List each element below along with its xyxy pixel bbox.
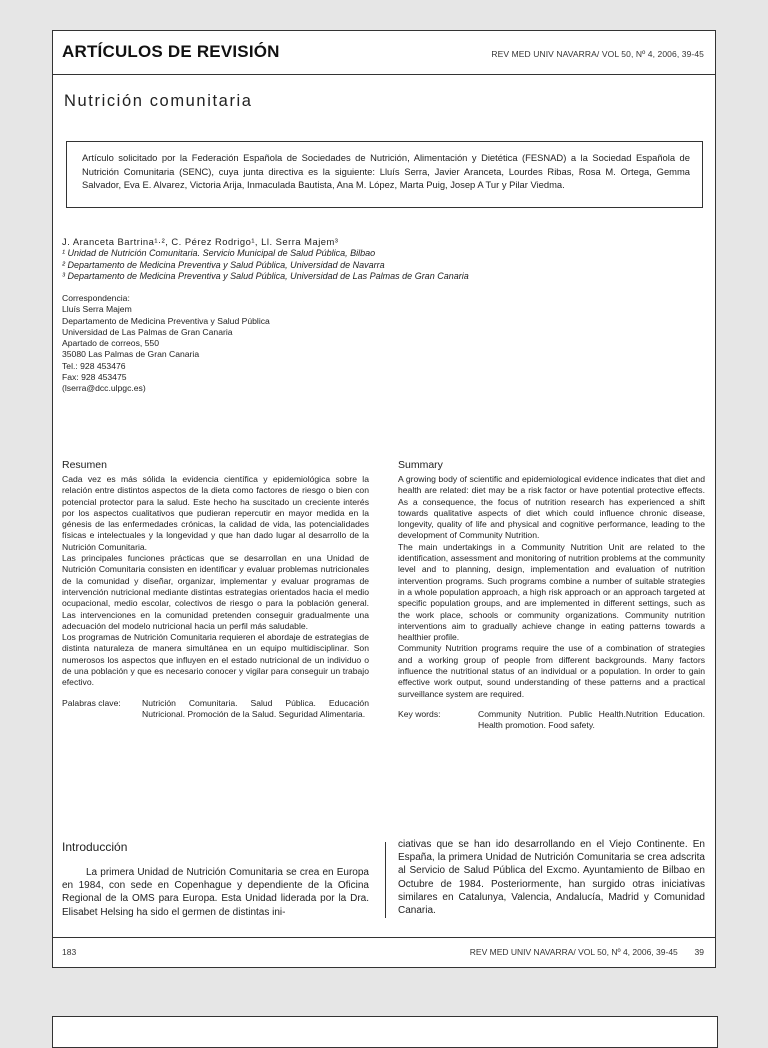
summary-section — [398, 459, 705, 732]
resumen-keywords — [62, 698, 369, 721]
correspondence-line: 35080 Las Palmas de Gran Canaria — [62, 349, 200, 360]
page-number-right: 39 — [694, 947, 704, 957]
summary-paragraph: A growing body of scientific and epidemiological evidence indicates that diet and health are related: diet may be a risk factor or have potential protective effects. As a consequence, the focus of nutrition research has experienced a shift towards qualitative aspects of diet which could influence chronic disease, longevity, quality of life and physical and cognitive performance, leading to the development of Community Nutrition. — [398, 474, 705, 541]
introduction-right — [398, 838, 705, 917]
resumen-paragraph: Las principales funciones prácticas que se desarrollan en una Unidad de Nutrición Comunitaria consisten en identificar y evaluar problemas nutricionales de la comunidad y diseñar, organizar, implementar y evaluar programas de intervención nutricional mediante distintas estrategias orientados hacia el medio ocupacional, medio escolar, colectivos de riesgo o para la población general. Las intervenciones en la comunidad pretenden conseguir gradualmente una adecuación del modelo nutricional hacia un perfil más saludable. — [62, 553, 369, 631]
introduction-text-right: ciativas que se han ido desarrollando en el Viejo Continente. En España, la primera Unidad de Nutrición Comunitaria se crea adscrita al Servicio de Salud Pública del Excmo. Ayuntamiento de Bilbao en Octubre de 1984. Posteriormente, han surgido otras iniciativas similares en Catalunya, Valencia, Andalucía, Madrid y Comunidad Canaria. — [398, 839, 705, 917]
footer-journal-ref: REV MED UNIV NAVARRA/ VOL 50, Nº 4, 2006, 39-45 — [469, 947, 678, 957]
resumen-paragraph: Cada vez es más sólida la evidencia científica y epidemiológica sobre la relación entre distintos aspectos de la dieta como factores de riesgo o bien con potencial protector para la salud. Este hecho ha suscitado un creciente interés por los aspectos cualitativos que pudieran repercutir en mayor medida en la génesis de las enfermedades crónicas, la calidad de vida, las potencialidades físicas e intelectuales y la longevidad y que han dado lugar al desarrollo de la Nutrición Comunitaria. — [62, 474, 369, 552]
article-page — [52, 30, 716, 968]
correspondence-line: Lluís Serra Majem — [62, 304, 132, 315]
resumen-paragraph: Los programas de Nutrición Comunitaria requieren el abordaje de estrategias de distinta naturaleza de manera simultánea en un equipo multidisciplinar. Son numerosos los aspectos que influyen en el estado nutricional de un individuo o de una población y que es necesario conocer y vigilar para conseguir un trabajo efectivo. — [62, 632, 369, 688]
summary-heading: Summary — [398, 459, 443, 471]
introduction-heading: Introducción — [62, 840, 128, 854]
section-title: ARTÍCULOS DE REVISIÓN — [62, 42, 280, 61]
keywords-label: Palabras clave: — [62, 697, 121, 708]
commission-note: Artículo solicitado por la Federación Española de Sociedades de Nutrición, Alimentación y Dietética (FESNAD) a la Sociedad Española de Nutrición Comunitaria (SENC), cuya junta directiva es la siguiente: Lluís Serra, Javier Aranceta, Lourdes Ribas, Rosa M. Ortega, Gemma Salvador, Eva E. Alvarez, Victoria Arija, Inmaculada Bautista, Ana M. López, Marta Puig, Josep A Tur y Pilar Viedma. — [82, 152, 690, 190]
correspondence-line: Tel.: 928 453476 — [62, 360, 126, 371]
article-title: Nutrición comunitaria — [64, 92, 253, 110]
footer-divider — [52, 937, 716, 938]
affiliation: ³ Departamento de Medicina Preventiva y Salud Pública, Universidad de Las Palmas de Gran Canaria — [62, 271, 469, 281]
introduction-left — [62, 840, 369, 919]
keywords-text: Nutrición Comunitaria. Salud Pública. Educación Nutricional. Promoción de la Salud. Seguridad Alimentaria. — [142, 697, 369, 719]
introduction-text-left: La primera Unidad de Nutrición Comunitaria se crea en Europa en 1984, con sede en Copenhague y dependiente de la Oficina Regional de la OMS para Europa. Esta Unidad liderada por la Dra. Elisabet Helsing ha sido el germen de distintas ini- — [62, 867, 369, 918]
resumen-heading: Resumen — [62, 459, 107, 471]
summary-paragraph: Community Nutrition programs require the use of a combination of strategies and a working group of people from different backgrounds. Many factors influence the nutritional status of an individual or a population. In order to gain effective work output, sound understanding of these patterns and a practical surveillance system are required. — [398, 643, 705, 699]
commission-note-box — [66, 141, 703, 208]
footer-reference — [470, 947, 704, 957]
keywords-label: Key words: — [398, 708, 441, 719]
author-block — [62, 236, 469, 283]
email-link[interactable]: (lserra@dcc.ulpgc.es) — [62, 383, 146, 394]
summary-paragraph: The main undertakings in a Community Nutrition Unit are related to the identification, assessment and monitoring of nutrition problems at the community level and to planning, design, implementation and evaluation of nutrition intervention programs. Such programs combine a number of suitable strategies in a whole population approach, a high risk approach or an approach targeted at specific population groups, and are implemented in different settings, such as the work place, schools or community organizations. Community nutrition interventions aim to gradually achieve change in eating patterns towards a healthier profile. — [398, 541, 705, 643]
keywords-text: Community Nutrition. Public Health.Nutrition Education. Health promotion. Food safety. — [478, 708, 705, 731]
affiliation: ² Departamento de Medicina Preventiva y Salud Pública, Universidad de Navarra — [62, 259, 385, 270]
correspondence-line: Fax: 928 453475 — [62, 372, 127, 383]
journal-reference: REV MED UNIV NAVARRA/ VOL 50, Nº 4, 2006, 39-45 — [491, 49, 704, 59]
correspondence-block — [62, 293, 270, 395]
resumen-body — [62, 474, 369, 689]
next-page-edge — [52, 1016, 718, 1048]
page-number-left: 183 — [62, 947, 77, 957]
correspondence-line: Universidad de Las Palmas de Gran Canaria — [62, 326, 233, 337]
summary-keywords — [398, 709, 705, 732]
summary-body — [398, 474, 705, 700]
correspondence-line: Departamento de Medicina Preventiva y Salud Pública — [62, 315, 270, 326]
correspondence-line: Apartado de correos, 550 — [62, 338, 159, 349]
affiliation: ¹ Unidad de Nutrición Comunitaria. Servicio Municipal de Salud Pública, Bilbao — [62, 248, 376, 258]
correspondence-line: Correspondencia: — [62, 293, 130, 303]
author-names: J. Aranceta Bartrina¹·², C. Pérez Rodrigo¹, Ll. Serra Majem³ — [62, 236, 339, 247]
resumen-section — [62, 459, 369, 720]
column-divider — [385, 842, 386, 918]
header-divider — [52, 74, 716, 75]
